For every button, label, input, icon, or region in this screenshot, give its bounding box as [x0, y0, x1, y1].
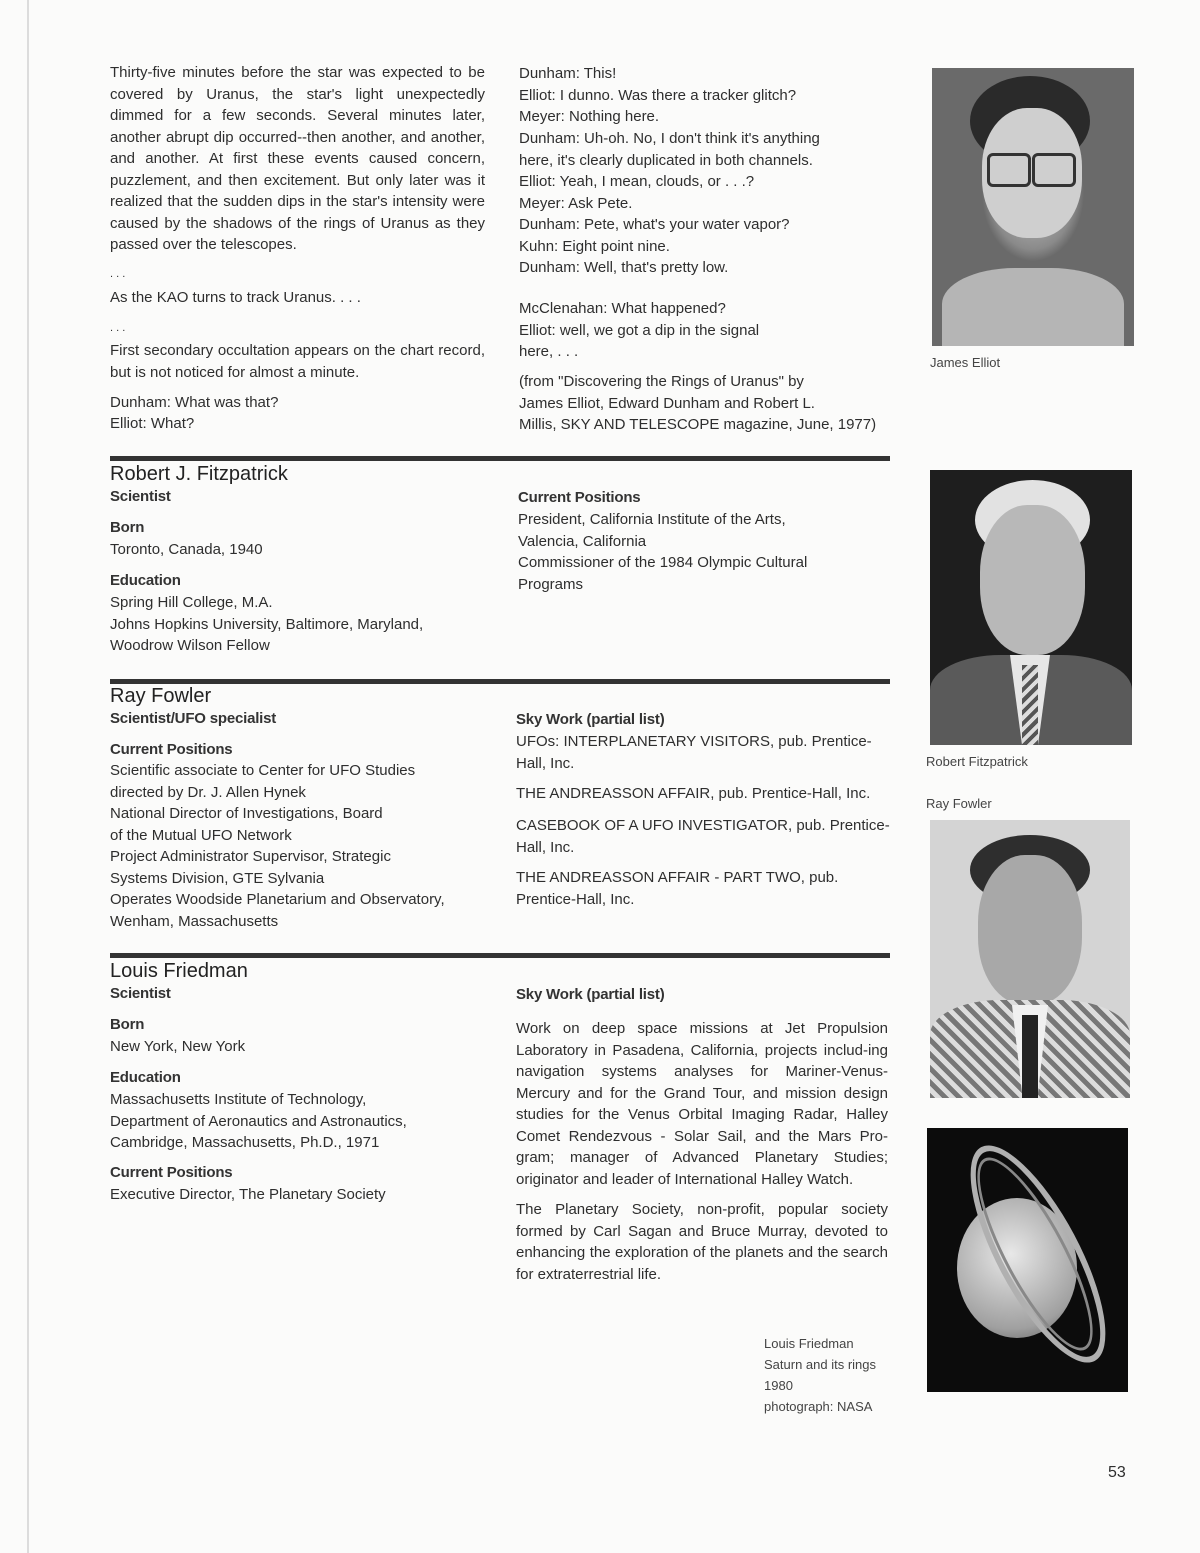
education-line: Cambridge, Massachusetts, Ph.D., 1971 — [110, 1134, 380, 1151]
person-name: Louis Friedman — [110, 960, 248, 982]
position-line: Executive Director, The Planetary Society — [110, 1186, 386, 1203]
position-line: Valencia, California — [518, 532, 647, 550]
source-line: Millis, SKY AND TELESCOPE magazine, June, 1977) — [519, 416, 877, 433]
skywork-heading: Sky Work (partial list) — [516, 986, 665, 1003]
section-divider — [110, 679, 890, 684]
position-line: Project Administrator Supervisor, Strategic — [110, 848, 391, 865]
james-elliot-photo — [932, 68, 1134, 346]
person-role: Scientist/UFO specialist — [110, 710, 277, 727]
skywork-paragraph: Work on deep space missions at Jet Propulsion Laboratory in Pasadena, California, projects includ-ing navigation systems analyses for Mariner-Venus-Mercury and for the Grand Tour, and mission design studies for the Venus Orbital Imaging Radar, Halley Comet Rendezvous - Solar Sail, and the Mars Pro-gram; manager of Advanced Planetary Studies; originator and leader of International Halley Watch. — [516, 1020, 888, 1188]
caption-robert-fitzpatrick: Robert Fitzpatrick — [926, 754, 1028, 769]
dialogue-line: Elliot: Yeah, I mean, clouds, or . . .? — [519, 173, 755, 190]
dialogue-line: Meyer: Nothing here. — [519, 108, 660, 125]
born-heading: Born — [110, 1016, 145, 1033]
dialogue-line: Dunham: Uh-oh. No, I don't think it's anything — [519, 130, 820, 147]
skywork-line: CASEBOOK OF A UFO INVESTIGATOR, pub. Prentice- — [516, 817, 890, 834]
education-line: Department of Aeronautics and Astronautics, — [110, 1112, 407, 1130]
section-divider — [110, 456, 890, 461]
dialogue-line: Elliot: well, we got a dip in the signal — [519, 321, 760, 339]
dialogue-line: here, . . . — [519, 343, 579, 360]
education-heading: Education — [110, 1069, 181, 1086]
position-line: Programs — [518, 575, 584, 593]
position-line: Systems Division, GTE Sylvania — [110, 869, 325, 887]
position-line: directed by Dr. J. Allen Hynek — [110, 783, 306, 801]
position-line: of the Mutual UFO Network — [110, 826, 292, 844]
education-line: Johns Hopkins University, Baltimore, Maryland, — [110, 615, 424, 633]
dialogue-line: Dunham: Well, that's pretty low. — [519, 259, 729, 276]
person-role: Scientist — [110, 488, 171, 505]
skywork-line: UFOs: INTERPLANETARY VISITORS, pub. Prentice- — [516, 733, 872, 750]
position-line: Wenham, Massachusetts — [110, 912, 279, 930]
page-edge — [27, 0, 29, 1553]
intro-paragraph: Thirty-five minutes before the star was expected to be covered by Uranus, the star's light unexpectedly dimmed for a few seconds. Several minutes later, another abrupt dip occurred--then another, and another, and another. At first these events caused concern, puzzlement, and then excitement. But only later was it realized that the sudden dips in the star's intensity were caused by the shadows of the rings of Uranus as they passed over the telescopes. — [110, 64, 485, 253]
position-line: National Director of Investigations, Board — [110, 805, 383, 822]
source-line: James Elliot, Edward Dunham and Robert L. — [519, 394, 815, 412]
dialogue-line: McClenahan: What happened? — [519, 300, 726, 317]
skywork-line: Prentice-Hall, Inc. — [516, 890, 635, 908]
person-role: Scientist — [110, 985, 171, 1002]
position-line: Operates Woodside Planetarium and Observatory, — [110, 891, 445, 908]
skywork-line: THE ANDREASSON AFFAIR, pub. Prentice-Hall, Inc. — [516, 785, 871, 802]
born-heading: Born — [110, 519, 145, 536]
caption-line: Louis Friedman — [764, 1336, 854, 1351]
positions-heading: Current Positions — [110, 741, 233, 758]
position-line: Commissioner of the 1984 Olympic Cultural — [518, 554, 808, 571]
positions-heading: Current Positions — [518, 489, 641, 506]
born-value: New York, New York — [110, 1038, 246, 1055]
robert-fitzpatrick-photo — [930, 470, 1132, 745]
caption-james-elliot: James Elliot — [930, 355, 1001, 370]
dialogue-line: Elliot: What? — [110, 415, 195, 432]
caption-line: photograph: NASA — [764, 1399, 873, 1414]
ellipsis: . . . — [110, 322, 126, 334]
source-line: (from "Discovering the Rings of Uranus" by — [519, 373, 804, 390]
born-value: Toronto, Canada, 1940 — [110, 541, 263, 558]
dialogue-line: Dunham: What was that? — [110, 394, 279, 411]
kao-line: As the KAO turns to track Uranus. . . . — [110, 289, 361, 306]
position-line: Scientific associate to Center for UFO Studies — [110, 762, 416, 779]
skywork-line: Hall, Inc. — [516, 754, 575, 772]
caption-line: 1980 — [764, 1378, 793, 1393]
education-heading: Education — [110, 572, 181, 589]
person-name: Robert J. Fitzpatrick — [110, 463, 288, 485]
dialogue-line: Elliot: I dunno. Was there a tracker glitch? — [519, 86, 797, 104]
dialogue-line: Dunham: Pete, what's your water vapor? — [519, 216, 790, 233]
education-line: Spring Hill College, M.A. — [110, 594, 273, 611]
positions-heading: Current Positions — [110, 1164, 233, 1181]
dialogue-line: here, it's clearly duplicated in both channels. — [519, 151, 813, 169]
person-name: Ray Fowler — [110, 685, 212, 707]
ray-fowler-photo — [930, 820, 1130, 1098]
dialogue-line: Meyer: Ask Pete. — [519, 194, 633, 212]
dialogue-line: Kuhn: Eight point nine. — [519, 237, 670, 255]
secondary-paragraph: First secondary occultation appears on the chart record, but is not noticed for almost a minute. — [110, 342, 485, 381]
education-line: Massachusetts Institute of Technology, — [110, 1091, 367, 1108]
section-divider — [110, 953, 890, 958]
dialogue-line: Dunham: This! — [519, 65, 617, 82]
skywork-line: THE ANDREASSON AFFAIR - PART TWO, pub. — [516, 869, 839, 886]
skywork-paragraph: The Planetary Society, non-profit, popular society formed by Carl Sagan and Bruce Murray, devoted to enhancing the exploration of the planets and the search for extraterrestrial life. — [516, 1201, 888, 1283]
caption-line: Saturn and its rings — [764, 1357, 877, 1372]
education-line: Woodrow Wilson Fellow — [110, 637, 270, 654]
saturn-photo — [927, 1128, 1128, 1392]
skywork-line: Hall, Inc. — [516, 838, 575, 856]
ellipsis: . . . — [110, 268, 126, 280]
skywork-heading: Sky Work (partial list) — [516, 711, 665, 728]
page-number: 53 — [1108, 1464, 1126, 1481]
caption-ray-fowler: Ray Fowler — [926, 796, 992, 811]
position-line: President, California Institute of the Arts, — [518, 511, 786, 528]
